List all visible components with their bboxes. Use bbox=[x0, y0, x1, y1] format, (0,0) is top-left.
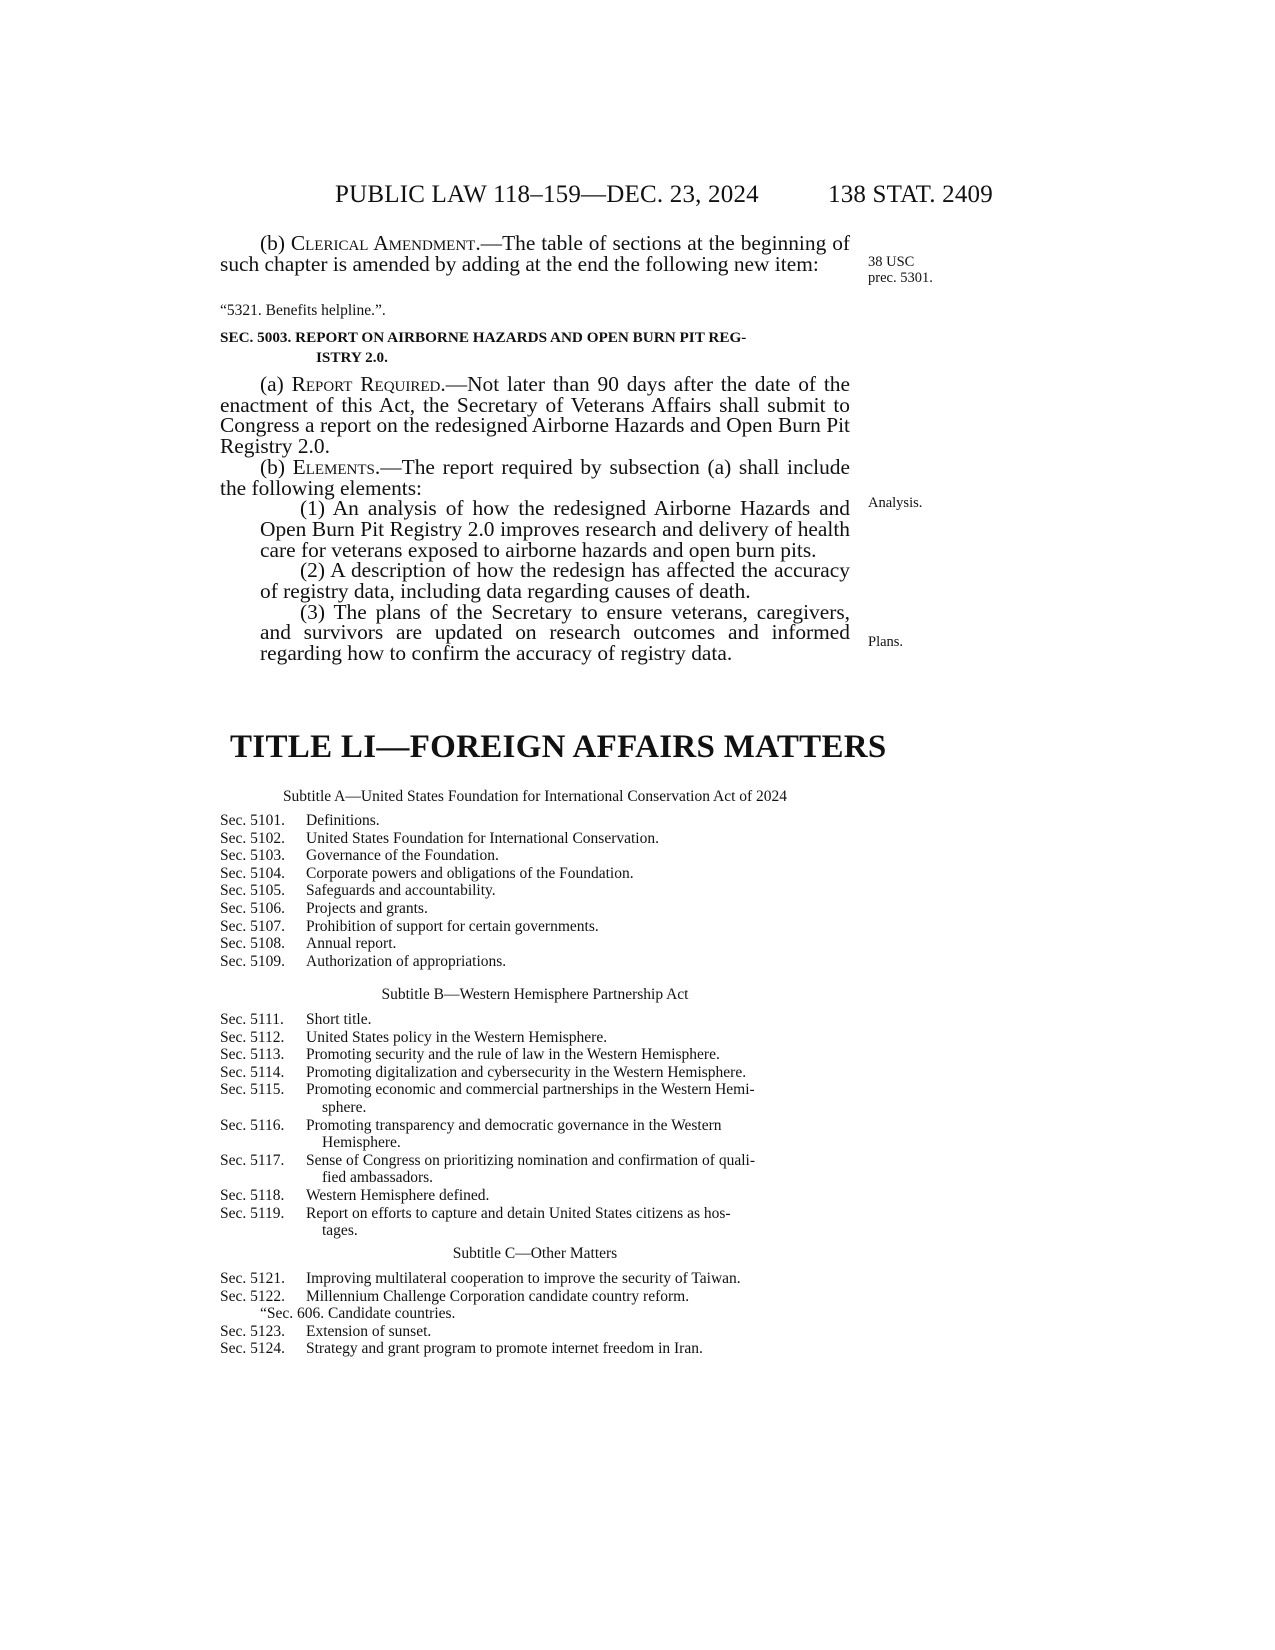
toc-item-text bbox=[306, 830, 850, 848]
toc-item-text bbox=[306, 1011, 850, 1029]
toc-item bbox=[220, 847, 850, 865]
margin-note-usc: 38 USC bbox=[868, 254, 915, 270]
toc-item-text-main: Western Hemisphere defined. bbox=[306, 1186, 490, 1204]
toc-item-text bbox=[306, 812, 850, 830]
toc-item bbox=[220, 1046, 850, 1064]
toc-item-number: Sec. 5117. bbox=[220, 1151, 285, 1169]
toc-item-text bbox=[306, 1081, 850, 1116]
toc-item-text-continuation: sphere. bbox=[322, 1098, 367, 1116]
toc-item-number: Sec. 5105. bbox=[220, 882, 286, 900]
toc-item-text bbox=[306, 1205, 850, 1240]
clerical-amendment bbox=[220, 233, 850, 274]
toc-item-number: Sec. 5119. bbox=[220, 1204, 285, 1222]
toc-item-number: Sec. 5101. bbox=[220, 812, 286, 829]
element-2: (2) A description of how the redesign has affected the accuracy of registry data, including data regarding causes of death. bbox=[260, 558, 850, 604]
toc-item bbox=[220, 1288, 850, 1306]
toc-item-text-main: Corporate powers and obligations of the Foundation. bbox=[306, 864, 634, 882]
toc-item bbox=[220, 1117, 850, 1152]
toc-item bbox=[220, 1081, 850, 1116]
toc-item-text-main: Annual report. bbox=[306, 935, 397, 953]
subtitle-a-heading: Subtitle A—United States Foundation for International Conservation Act of 2024 bbox=[282, 788, 788, 805]
toc-item-text bbox=[306, 847, 850, 865]
toc-item bbox=[220, 935, 850, 953]
subtitle-c-heading: Subtitle C—Other Matters bbox=[452, 1245, 618, 1262]
running-header-left: PUBLIC LAW 118–159—DEC. 23, 2024 bbox=[335, 181, 759, 208]
toc-item-text bbox=[306, 1064, 850, 1082]
toc-item bbox=[220, 812, 850, 830]
subtitle-b-heading: Subtitle B—Western Hemisphere Partnership Act bbox=[381, 986, 689, 1003]
toc-item-text-main: Prohibition of support for certain governments. bbox=[306, 917, 599, 935]
toc-item bbox=[220, 1323, 850, 1341]
toc-item-text bbox=[306, 1187, 850, 1205]
toc-item bbox=[220, 830, 850, 848]
toc-item-number: Sec. 5111. bbox=[220, 1011, 284, 1028]
toc-item-number: Sec. 5122. bbox=[220, 1287, 286, 1305]
toc-item-text bbox=[306, 882, 850, 900]
toc-item-text bbox=[306, 1152, 850, 1187]
toc-item-text-main: Definitions. bbox=[306, 812, 380, 829]
toc-item-text: Strategy and grant program to promote internet freedom in Iran. bbox=[306, 1340, 703, 1358]
section-heading-line1: SEC. 5003. REPORT ON AIRBORNE HAZARDS AND OPEN BURN PIT REG- bbox=[220, 329, 747, 346]
section-5003-body bbox=[220, 374, 850, 664]
toc-item-text bbox=[306, 1029, 850, 1047]
toc-item-text-continuation: fied ambassadors. bbox=[322, 1169, 434, 1187]
toc-item-number: Sec. 5123. bbox=[220, 1322, 286, 1340]
subsection-a bbox=[220, 374, 850, 457]
subsection-b-prefix: (b) bbox=[260, 454, 293, 479]
toc-item-text bbox=[306, 1046, 850, 1064]
toc-item-number: Sec. 5104. bbox=[220, 864, 286, 882]
toc-item-text bbox=[306, 953, 850, 971]
toc-item-text bbox=[306, 935, 850, 953]
toc-item-text-main: Safeguards and accountability. bbox=[306, 882, 496, 900]
subsection-a-text: .—Not later than 90 days after the date of the enactment of this Act, the Secretary of Veterans Affairs shall submit to Congress a report on the redesigned Airborne Hazards and Open Burn Pit Registry 2.0. bbox=[220, 372, 850, 459]
margin-note-plans: Plans. bbox=[868, 634, 904, 650]
toc-item-number: Sec. 5109. bbox=[220, 952, 286, 970]
toc-item-number: Sec. 5116. bbox=[220, 1116, 285, 1134]
new-item-line: “5321. Benefits helpline.”. bbox=[220, 302, 386, 319]
toc-item bbox=[220, 900, 850, 918]
subtitle-c-toc bbox=[220, 1270, 850, 1358]
subtitle-a-toc bbox=[220, 812, 850, 970]
toc-item-number: Sec. 5106. bbox=[220, 899, 286, 917]
toc-item-text-main: Short title. bbox=[306, 1011, 372, 1028]
toc-item bbox=[220, 1187, 850, 1205]
toc-item-text-main: Promoting economic and commercial partnerships in the Western Hemi- bbox=[306, 1081, 755, 1099]
toc-item bbox=[220, 865, 850, 883]
toc-item bbox=[220, 1029, 850, 1047]
toc-item-number: Sec. 5115. bbox=[220, 1081, 285, 1099]
toc-item-text bbox=[306, 865, 850, 883]
toc-item-text: Improving multilateral cooperation to improve the security of Taiwan. bbox=[306, 1270, 741, 1287]
subsection-a-prefix: (a) bbox=[260, 372, 292, 396]
toc-item-text-main: Promoting security and the rule of law in the Western Hemisphere. bbox=[306, 1046, 720, 1064]
toc-item-number: Sec. 5103. bbox=[220, 847, 286, 865]
subtitle-b-toc bbox=[220, 1011, 850, 1240]
toc-item-text-main: Promoting digitalization and cybersecurity in the Western Hemisphere. bbox=[306, 1063, 747, 1081]
toc-item-text-main: Authorization of appropriations. bbox=[306, 952, 507, 970]
toc-item bbox=[220, 1011, 850, 1029]
toc-item bbox=[220, 918, 850, 936]
subsection-b-text: .—The report required by subsection (a) shall include the following elements: bbox=[220, 454, 850, 500]
clerical-amendment-label: Clerical Amendment bbox=[290, 231, 476, 255]
toc-item-text: Extension of sunset. bbox=[306, 1322, 432, 1340]
toc-item-text-main: Report on efforts to capture and detain United States citizens as hos- bbox=[306, 1204, 731, 1222]
toc-item-number: Sec. 5118. bbox=[220, 1186, 285, 1204]
toc-item-number: Sec. 5114. bbox=[220, 1063, 285, 1081]
toc-item-text-continuation: tages. bbox=[322, 1222, 358, 1240]
toc-item-text bbox=[306, 1117, 850, 1152]
toc-item-text-main: Governance of the Foundation. bbox=[306, 847, 499, 865]
toc-item-text-main: United States Foundation for International Conservation. bbox=[306, 829, 659, 847]
toc-item-text-main: Promoting transparency and democratic governance in the Western bbox=[306, 1116, 722, 1134]
toc-item-text bbox=[306, 918, 850, 936]
toc-item-number: Sec. 5107. bbox=[220, 917, 286, 935]
clerical-amendment-text: .—The table of sections at the beginning of such chapter is amended by adding at the end the following new item: bbox=[220, 231, 851, 276]
element-1: (1) An analysis of how the redesigned Airborne Hazards and Open Burn Pit Registry 2.0 improves research and delivery of health care for veterans exposed to airborne hazards and open burn pits. bbox=[260, 496, 850, 562]
toc-quoted-item: “Sec. 606. Candidate countries. bbox=[260, 1305, 456, 1323]
toc-item bbox=[220, 1340, 850, 1358]
toc-item bbox=[220, 1205, 850, 1240]
toc-item-number: Sec. 5124. bbox=[220, 1340, 286, 1358]
section-heading-line2: ISTRY 2.0. bbox=[316, 349, 388, 366]
section-heading bbox=[220, 328, 850, 368]
subsection-a-label: Report Required bbox=[291, 372, 441, 396]
toc-item bbox=[220, 953, 850, 971]
toc-item bbox=[220, 1064, 850, 1082]
toc-item-text-continuation: Hemisphere. bbox=[322, 1134, 401, 1152]
toc-item-number: Sec. 5108. bbox=[220, 935, 286, 953]
element-3: (3) The plans of the Secretary to ensure veterans, caregivers, and survivors are updated on research outcomes and informed regarding how to confirm the accuracy of registry data. bbox=[260, 599, 850, 666]
title-heading: TITLE LI—FOREIGN AFFAIRS MATTERS bbox=[230, 729, 887, 765]
toc-item-number: Sec. 5112. bbox=[220, 1028, 285, 1046]
toc-item-text-main: United States policy in the Western Hemisphere. bbox=[306, 1028, 608, 1046]
subsection-b bbox=[220, 454, 850, 500]
margin-note-prec: prec. 5301. bbox=[868, 270, 933, 286]
toc-item-text: Millennium Challenge Corporation candidate country reform. bbox=[306, 1287, 690, 1305]
subsection-b-label: Elements bbox=[292, 454, 375, 479]
clerical-prefix: (b) bbox=[260, 231, 291, 255]
toc-item-text-main: Sense of Congress on prioritizing nomination and confirmation of quali- bbox=[306, 1151, 755, 1169]
toc-item-number: Sec. 5102. bbox=[220, 829, 286, 847]
page-stat-number: 138 STAT. 2409 bbox=[828, 181, 993, 208]
toc-item bbox=[220, 1270, 850, 1288]
toc-item bbox=[220, 1152, 850, 1187]
margin-note-analysis: Analysis. bbox=[868, 495, 923, 511]
toc-item-number: Sec. 5113. bbox=[220, 1046, 285, 1064]
toc-item-text bbox=[306, 900, 850, 918]
toc-item-text-main: Projects and grants. bbox=[306, 899, 428, 917]
toc-item-number: Sec. 5121. bbox=[220, 1270, 286, 1287]
toc-item bbox=[220, 882, 850, 900]
